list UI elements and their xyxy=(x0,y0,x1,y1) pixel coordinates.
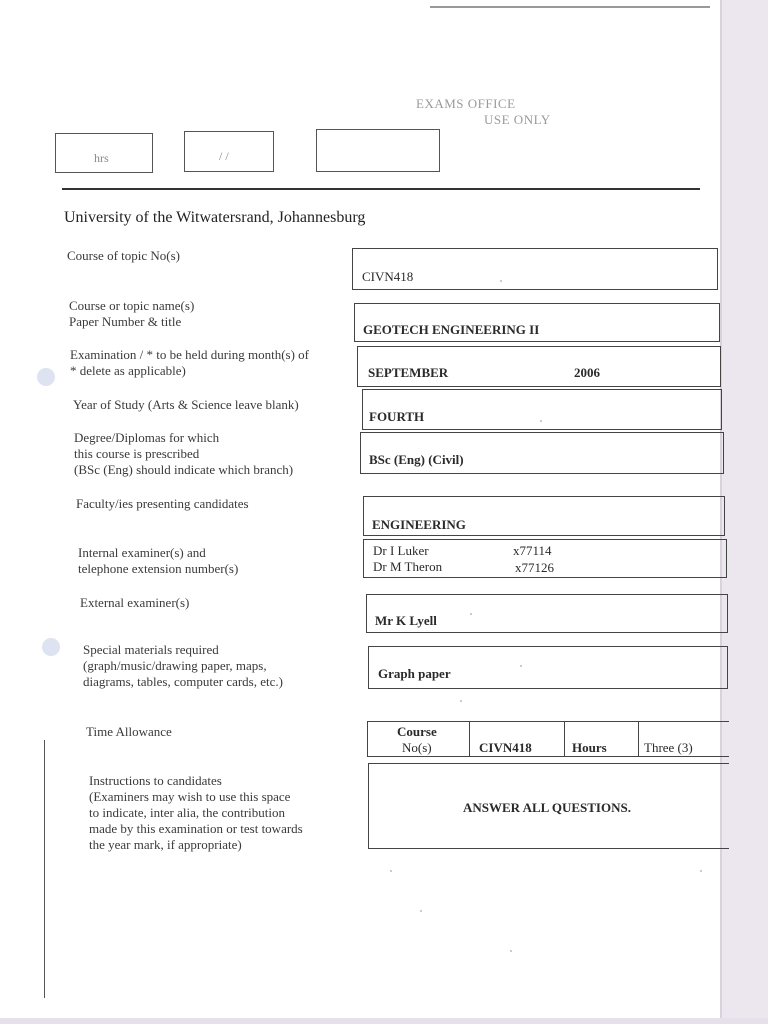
exam-month-value: SEPTEMBER xyxy=(368,365,449,380)
faculty-label: Faculty/ies presenting candidates xyxy=(76,496,249,511)
page-bottom-edge xyxy=(0,1018,768,1024)
year-of-study-label: Year of Study (Arts & Science leave blank) xyxy=(73,397,299,412)
date-box-label: / / xyxy=(219,149,229,163)
course-name-value: GEOTECH ENGINEERING II xyxy=(363,322,540,337)
course-header-line2: No(s) xyxy=(402,740,432,755)
internal-examiner-2: Dr M Theron xyxy=(373,559,443,574)
internal-examiner-1-ext: x77114 xyxy=(513,543,552,558)
instructions-field xyxy=(368,763,729,849)
degree-label: Degree/Diplomas for which this course is prescribed (BSc (Eng) should indicate which branch) xyxy=(74,430,294,477)
internal-examiner-2-ext: x77126 xyxy=(515,560,554,575)
year-of-study-field xyxy=(362,389,722,430)
exams-office-stamp-line1: EXAMS OFFICE xyxy=(416,96,516,111)
office-blank-box xyxy=(316,129,440,172)
scan-top-line xyxy=(430,6,710,8)
instructions-value: ANSWER ALL QUESTIONS. xyxy=(463,800,631,815)
time-allowance-label: Time Allowance xyxy=(86,724,172,739)
hours-value: Three (3) xyxy=(644,740,693,755)
hours-box xyxy=(55,133,153,173)
punch-hole-lower xyxy=(42,638,60,656)
faculty-field xyxy=(363,496,725,536)
punch-hole-upper xyxy=(37,368,55,386)
exam-month-field xyxy=(357,346,721,387)
course-name-label: Course or topic name(s) Paper Number & title xyxy=(69,298,195,329)
internal-examiners-label: Internal examiner(s) and telephone extension number(s) xyxy=(78,545,239,576)
course-header-line1: Course xyxy=(397,724,437,739)
special-materials-field xyxy=(368,646,728,689)
exams-office-stamp-line2: USE ONLY xyxy=(484,112,551,127)
course-no-label: Course of topic No(s) xyxy=(67,248,181,263)
internal-examiners-field xyxy=(363,539,727,578)
course-no-value: CIVN418 xyxy=(362,269,414,284)
course-name-field xyxy=(354,303,720,342)
external-examiner-field xyxy=(366,594,728,633)
faculty-value: ENGINEERING xyxy=(372,517,466,532)
hours-box-label: hrs xyxy=(94,151,109,165)
left-margin-rule xyxy=(44,740,45,998)
external-examiner-label: External examiner(s) xyxy=(80,595,190,610)
exam-year-value: 2006 xyxy=(574,365,600,380)
year-of-study-value: FOURTH xyxy=(369,409,425,424)
degree-field xyxy=(360,432,724,474)
exam-month-label: Examination / * to be held during month(s) of * delete as applicable) xyxy=(70,347,310,378)
hours-label: Hours xyxy=(572,740,607,755)
date-box xyxy=(184,131,274,172)
university-title: University of the Witwatersrand, Johannesburg xyxy=(64,209,366,226)
course-no-field xyxy=(352,248,718,290)
page-edge xyxy=(722,0,768,1024)
external-examiner-value: Mr K Lyell xyxy=(375,613,437,628)
time-allowance-table xyxy=(367,721,729,757)
header-rule xyxy=(62,188,700,190)
special-materials-label: Special materials required (graph/music/drawing paper, maps, diagrams, tables, computer cards, etc.) xyxy=(83,642,283,689)
degree-value: BSc (Eng) (Civil) xyxy=(369,452,464,467)
internal-examiner-1: Dr I Luker xyxy=(373,543,429,558)
instructions-label: Instructions to candidates (Examiners may wish to use this space to indicate, inter alia, the contribution made by this examination or test towards the year mark, if appropriate) xyxy=(89,773,303,852)
special-materials-value: Graph paper xyxy=(378,666,451,681)
time-course-value: CIVN418 xyxy=(479,740,532,755)
